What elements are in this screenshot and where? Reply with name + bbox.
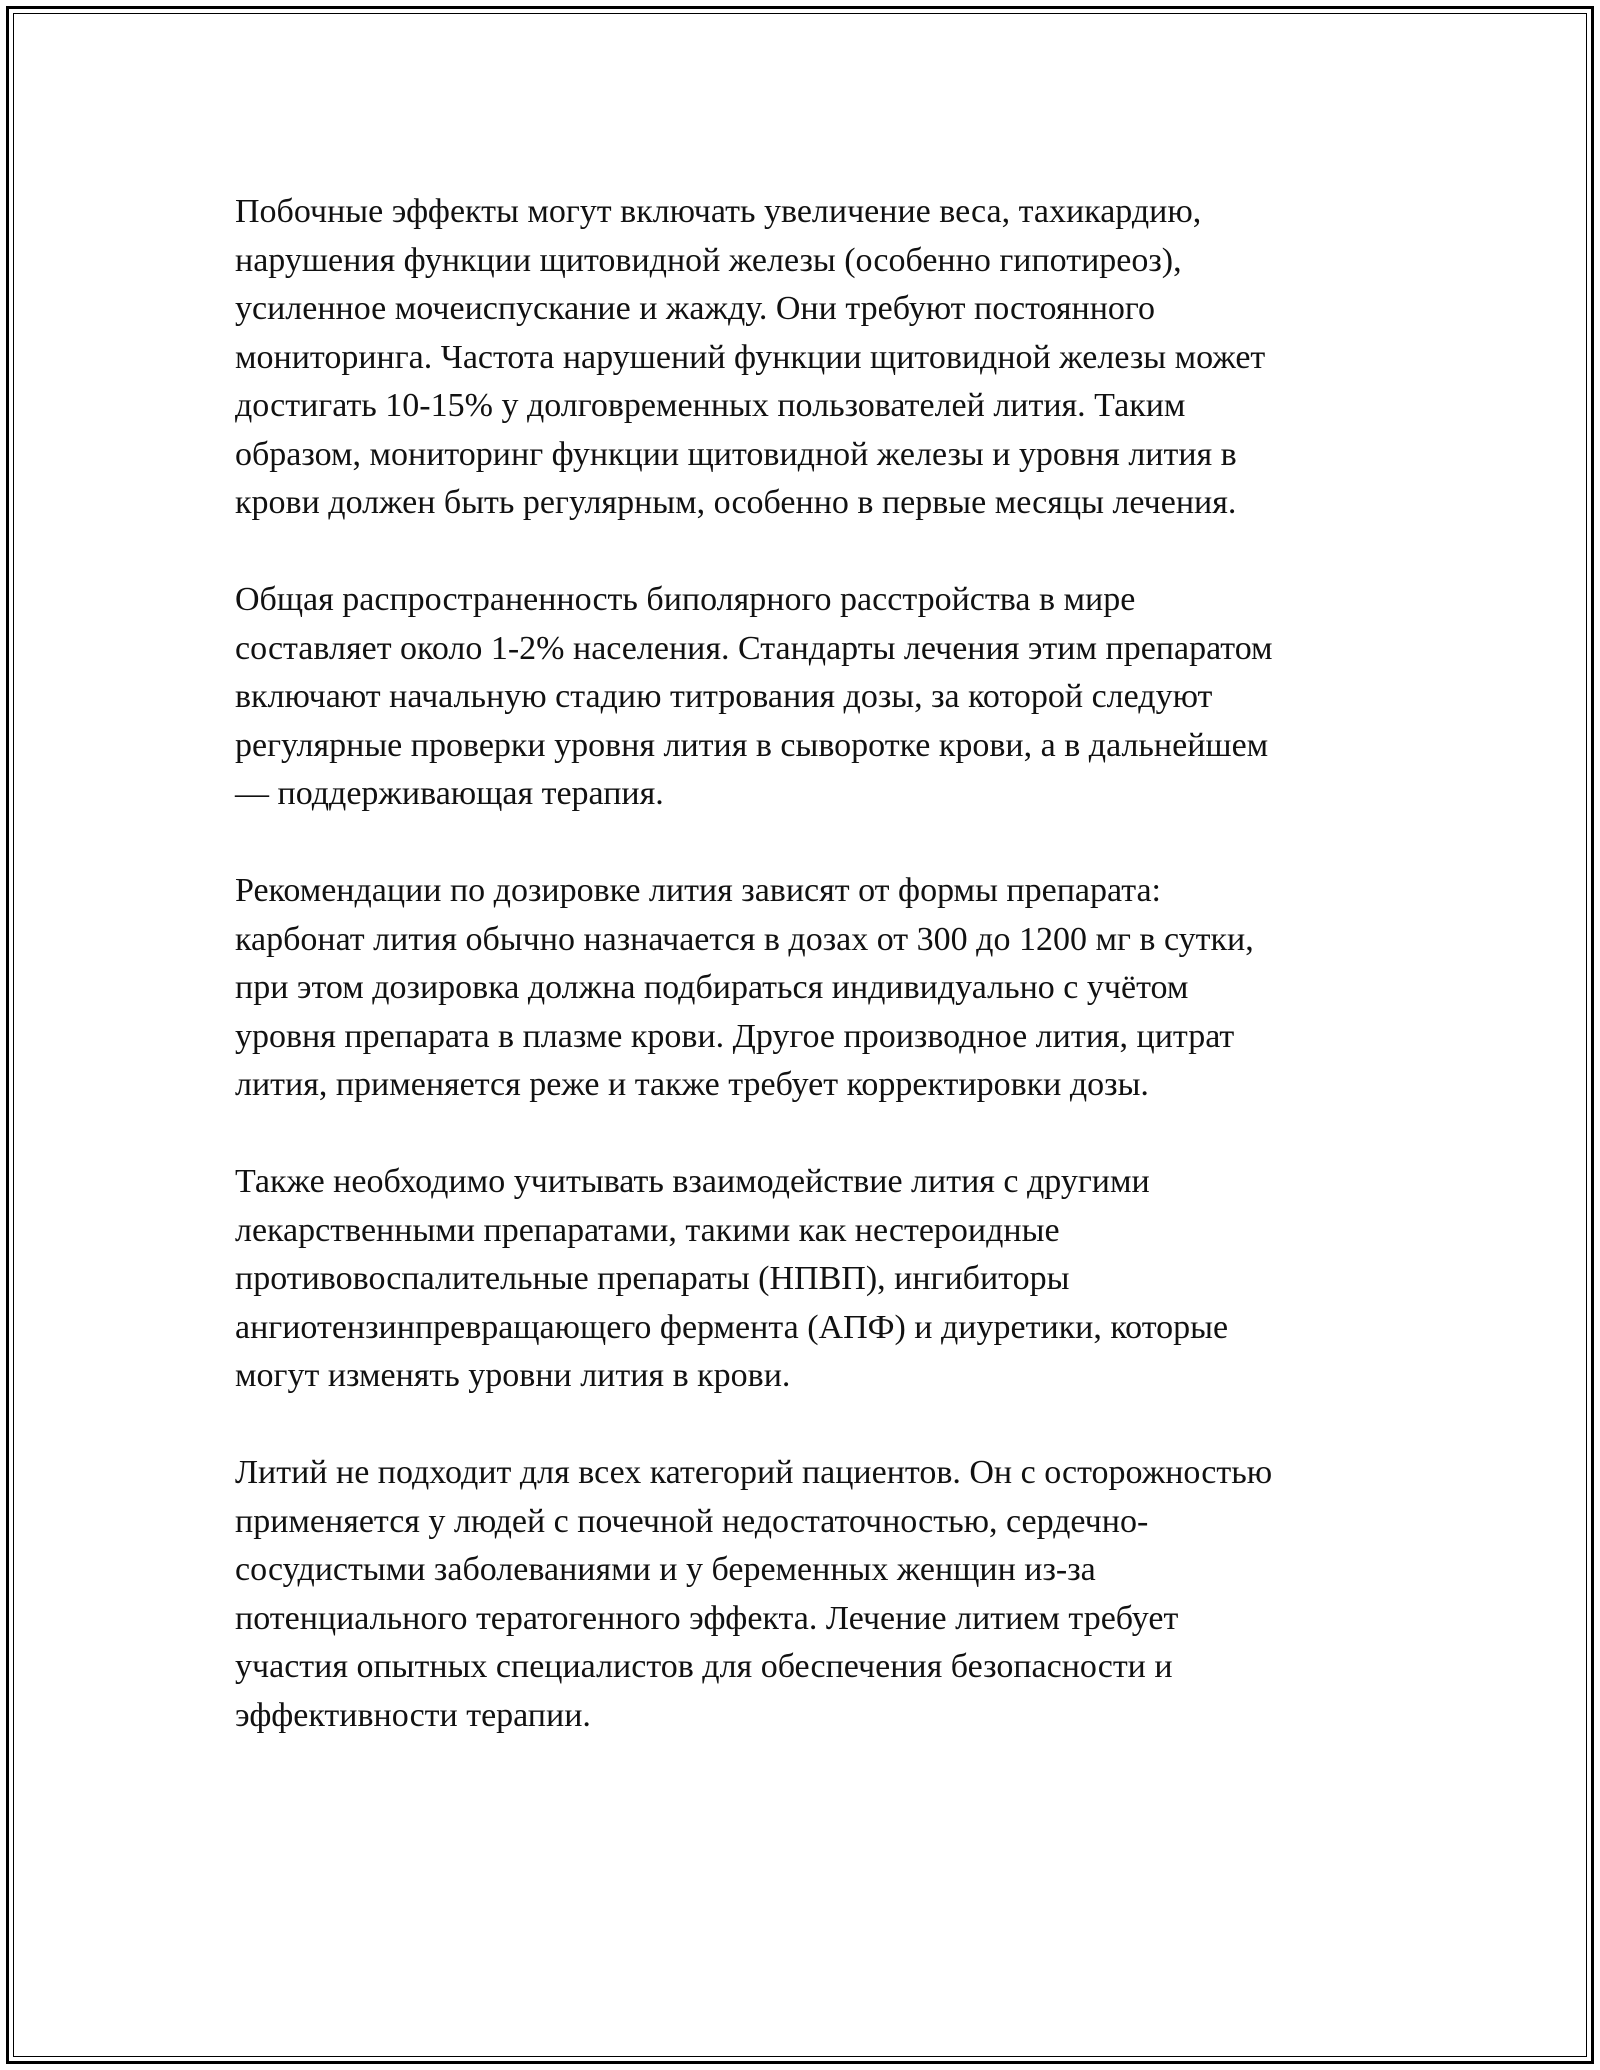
- text-line: достигать 10-15% у долговременных пользователей лития. Таким: [235, 387, 1186, 424]
- text-line: Рекомендации по дозировке лития зависят от формы препарата:: [235, 872, 1162, 909]
- paragraph-side-effects: [235, 188, 1385, 528]
- text-line: мониторинга. Частота нарушений функции щитовидной железы может: [235, 338, 1266, 376]
- text-line: противовоспалительные препараты (НПВП), ингибиторы: [235, 1260, 1070, 1297]
- text-line: Также необходимо учитывать взаимодействие лития с другими: [235, 1163, 1150, 1200]
- text-line: нарушения функции щитовидной железы (особенно гипотиреоз),: [235, 241, 1182, 279]
- text-line: крови должен быть регулярным, особенно в первые месяцы лечения.: [235, 484, 1237, 521]
- text-line: уровня препарата в плазме крови. Другое производное лития, цитрат: [235, 1017, 1235, 1055]
- text-line: сосудистыми заболеваниями и у беременных женщин из-за: [235, 1551, 1096, 1588]
- text-line: применяется у людей с почечной недостаточностью, сердечно-: [235, 1502, 1149, 1540]
- text-line: — поддерживающая терапия.: [235, 775, 664, 812]
- text-line: потенциального тератогенного эффекта. Лечение литием требует: [235, 1599, 1179, 1637]
- text-line: при этом дозировка должна подбираться индивидуально с учётом: [235, 969, 1189, 1006]
- paragraph-dosage: [235, 867, 1385, 1110]
- text-line: усиленное мочеиспускание и жажду. Они требуют постоянного: [235, 290, 1156, 327]
- text-line: регулярные проверки уровня лития в сыворотке крови, а в дальнейшем: [235, 726, 1269, 764]
- text-line: эффективности терапии.: [235, 1696, 591, 1734]
- text-line: включают начальную стадию титрования дозы, за которой следуют: [235, 678, 1213, 715]
- document-body: [235, 188, 1385, 1789]
- text-line: Общая распространенность биполярного расстройства в мире: [235, 581, 1136, 618]
- text-line: карбонат лития обычно назначается в дозах от 300 до 1200 мг в сутки,: [235, 920, 1254, 958]
- text-line: составляет около 1-2% населения. Стандарты лечения этим препаратом: [235, 629, 1273, 667]
- text-line: ангиотензинпревращающего фермента (АПФ) и диуретики, которые: [235, 1308, 1229, 1346]
- text-line: лекарственными препаратами, такими как нестероидные: [235, 1211, 1060, 1249]
- text-line: образом, мониторинг функции щитовидной железы и уровня лития в: [235, 435, 1237, 473]
- paragraph-interactions: [235, 1158, 1385, 1401]
- text-line: лития, применяется реже и также требует корректировки дозы.: [235, 1066, 1149, 1103]
- paragraph-contraindications: [235, 1449, 1385, 1740]
- text-line: Побочные эффекты могут включать увеличение веса, тахикардию,: [235, 193, 1202, 230]
- paragraph-prevalence: [235, 576, 1385, 819]
- text-line: участия опытных специалистов для обеспечения безопасности и: [235, 1648, 1173, 1685]
- text-line: могут изменять уровни лития в крови.: [235, 1357, 791, 1394]
- text-line: Литий не подходит для всех категорий пациентов. Он с осторожностью: [235, 1454, 1273, 1491]
